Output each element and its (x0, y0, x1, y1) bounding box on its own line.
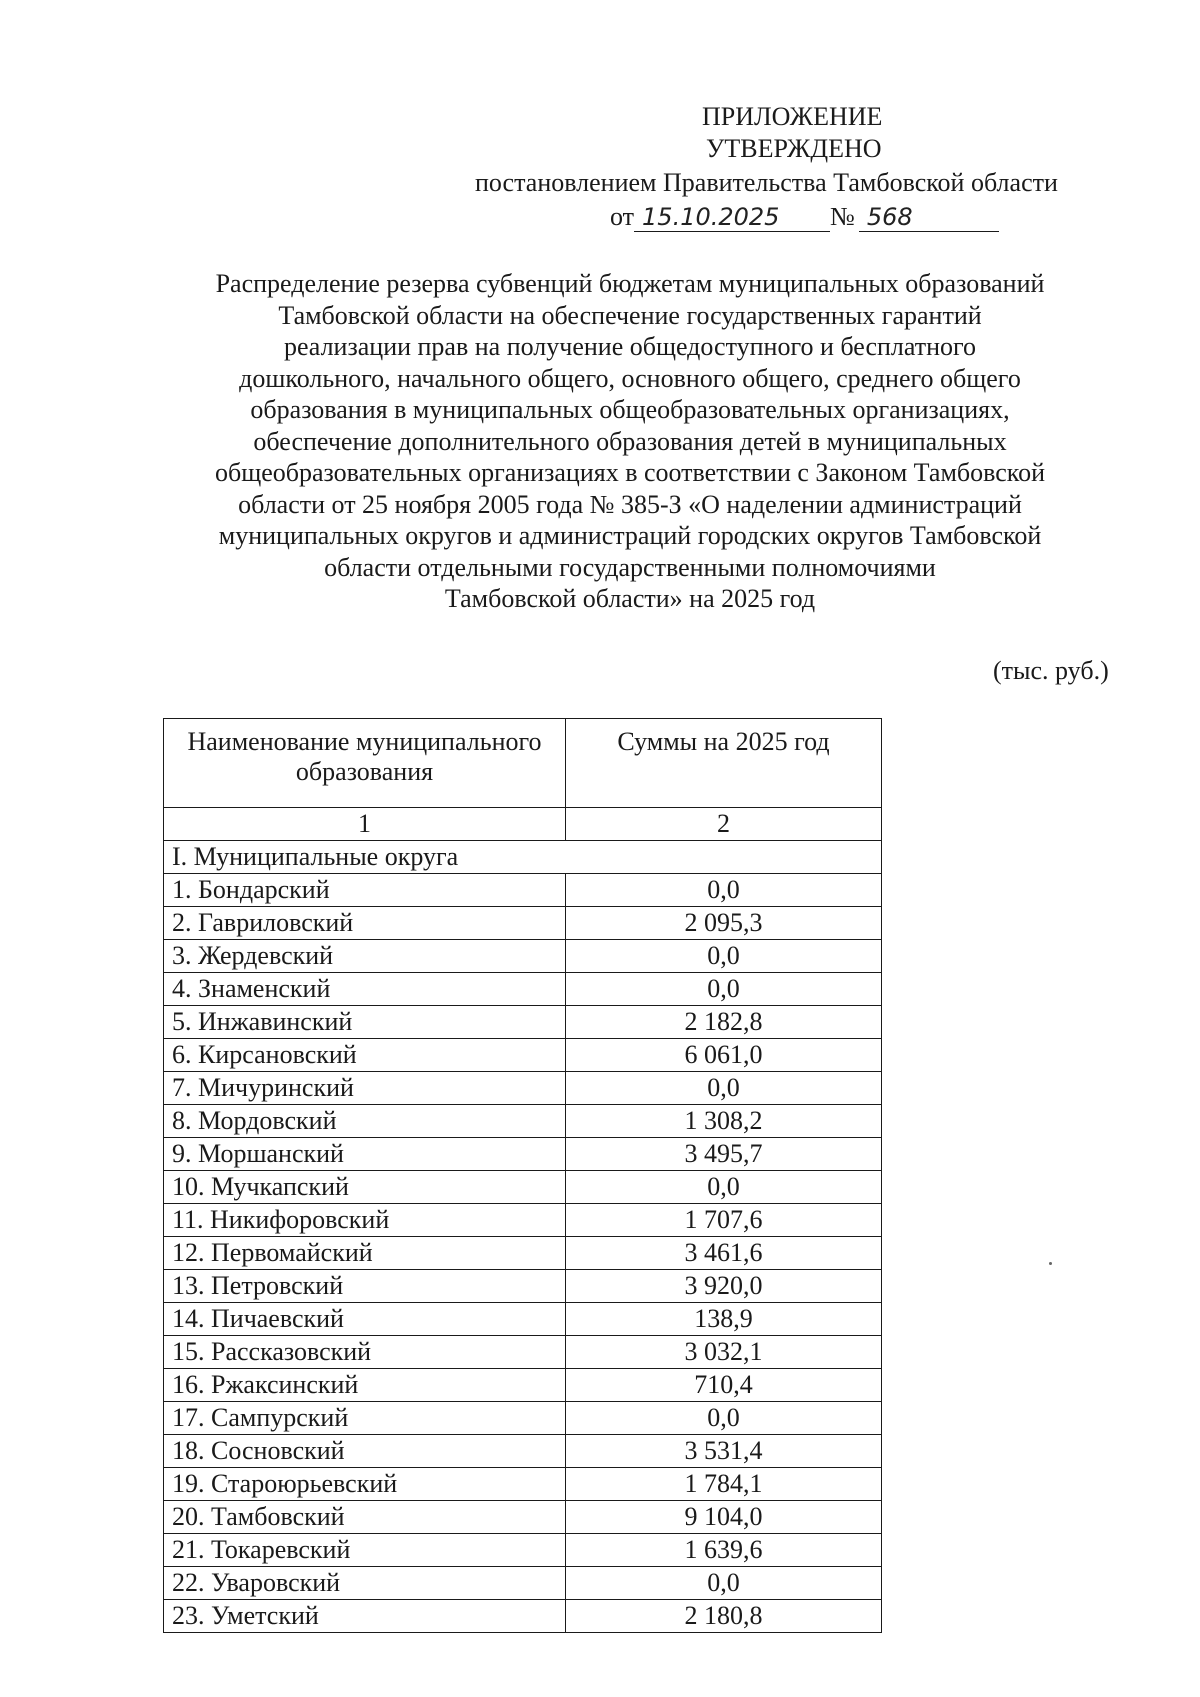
municipality-name: 3. Жердевский (164, 940, 566, 973)
table-row (164, 1534, 882, 1567)
municipality-sum: 138,9 (566, 1303, 882, 1336)
table-row (164, 1468, 882, 1501)
municipality-sum: 0,0 (566, 973, 882, 1006)
municipality-sum: 0,0 (566, 1072, 882, 1105)
municipality-name: 14. Пичаевский (164, 1303, 566, 1336)
title-line: дошкольного, начального общего, основного общего, среднего общего (239, 363, 1021, 393)
units-label: (тыс. руб.) (993, 656, 1109, 685)
municipality-name: 2. Гавриловский (164, 907, 566, 940)
municipality-name: 19. Староюрьевский (164, 1468, 566, 1501)
handwritten-number: 568 (859, 203, 999, 232)
municipality-name: 15. Рассказовский (164, 1336, 566, 1369)
table-row (164, 940, 882, 973)
table-row (164, 1171, 882, 1204)
municipality-name: 1. Бондарский (164, 874, 566, 907)
table-row (164, 1072, 882, 1105)
municipality-name: 9. Моршанский (164, 1138, 566, 1171)
title-line: области отдельными государственными полномочиями (324, 552, 936, 582)
approved-label: УТВЕРЖДЕНО (706, 134, 882, 163)
column-header-name: Наименование муниципального образования (164, 719, 566, 808)
municipality-name: 11. Никифоровский (164, 1204, 566, 1237)
municipality-name: 22. Уваровский (164, 1567, 566, 1600)
appendix-label: ПРИЛОЖЕНИЕ (702, 102, 883, 131)
table-row (164, 1270, 882, 1303)
municipality-sum: 710,4 (566, 1369, 882, 1402)
column-number-2: 2 (566, 808, 882, 841)
municipality-name: 6. Кирсановский (164, 1039, 566, 1072)
subvention-distribution-table (163, 718, 882, 1633)
municipality-sum: 3 920,0 (566, 1270, 882, 1303)
section-row (164, 841, 882, 874)
title-line: Тамбовской области на обеспечение государственных гарантий (278, 300, 982, 330)
municipality-sum: 0,0 (566, 874, 882, 907)
number-prefix: № (830, 202, 855, 231)
municipality-sum: 2 180,8 (566, 1600, 882, 1633)
municipality-sum: 0,0 (566, 940, 882, 973)
table-row (164, 907, 882, 940)
municipality-sum: 1 308,2 (566, 1105, 882, 1138)
table-row (164, 973, 882, 1006)
table-row (164, 1567, 882, 1600)
title-line: Тамбовской области» на 2025 год (444, 584, 816, 613)
municipality-name: 21. Токаревский (164, 1534, 566, 1567)
table-row (164, 1435, 882, 1468)
table-row (164, 1402, 882, 1435)
table-header-row (164, 719, 882, 808)
municipality-sum: 2 182,8 (566, 1006, 882, 1039)
title-line: области от 25 ноября 2005 года № 385-З «О наделении администраций (238, 489, 1022, 519)
municipality-sum: 9 104,0 (566, 1501, 882, 1534)
municipality-name: 18. Сосновский (164, 1435, 566, 1468)
title-line: образования в муниципальных общеобразовательных организациях, (250, 395, 1010, 424)
municipality-sum: 3 495,7 (566, 1138, 882, 1171)
municipality-name: 16. Ржаксинский (164, 1369, 566, 1402)
municipality-sum: 3 531,4 (566, 1435, 882, 1468)
municipality-sum: 0,0 (566, 1402, 882, 1435)
table-row (164, 1204, 882, 1237)
municipality-name: 20. Тамбовский (164, 1501, 566, 1534)
municipality-sum: 3 461,6 (566, 1237, 882, 1270)
municipality-sum: 2 095,3 (566, 907, 882, 940)
table-row (164, 1006, 882, 1039)
section-title: I. Муниципальные округа (164, 841, 882, 874)
decree-reference: постановлением Правительства Тамбовской области (475, 168, 1058, 197)
municipality-sum: 1 784,1 (566, 1468, 882, 1501)
table-row (164, 1105, 882, 1138)
column-number-row (164, 808, 882, 841)
handwritten-date: 15.10.2025 (634, 203, 830, 232)
table-row (164, 1336, 882, 1369)
table-row (164, 874, 882, 907)
municipality-name: 5. Инжавинский (164, 1006, 566, 1039)
table-row (164, 1138, 882, 1171)
scan-speck (1049, 1262, 1052, 1265)
municipality-sum: 0,0 (566, 1171, 882, 1204)
title-line: Распределение резерва субвенций бюджетам муниципальных образований (215, 269, 1045, 298)
table-row (164, 1303, 882, 1336)
municipality-sum: 3 032,1 (566, 1336, 882, 1369)
table-row (164, 1039, 882, 1072)
title-line: муниципальных округов и администраций городских округов Тамбовской (218, 521, 1042, 550)
municipality-sum: 6 061,0 (566, 1039, 882, 1072)
column-header-sum: Суммы на 2025 год (566, 719, 882, 808)
municipality-name: 23. Уметский (164, 1600, 566, 1633)
table-row (164, 1237, 882, 1270)
municipality-name: 17. Сампурский (164, 1402, 566, 1435)
decree-date-number-line (610, 202, 999, 232)
municipality-name: 4. Знаменский (164, 973, 566, 1006)
title-line: обеспечение дополнительного образования детей в муниципальных (253, 426, 1007, 456)
municipality-sum: 1 707,6 (566, 1204, 882, 1237)
municipality-sum: 1 639,6 (566, 1534, 882, 1567)
table-row (164, 1369, 882, 1402)
table-row (164, 1600, 882, 1633)
title-line: реализации прав на получение общедоступного и бесплатного (283, 332, 977, 361)
municipality-name: 12. Первомайский (164, 1237, 566, 1270)
municipality-sum: 0,0 (566, 1567, 882, 1600)
municipality-name: 10. Мучкапский (164, 1171, 566, 1204)
title-line: общеобразовательных организациях в соответствии с Законом Тамбовской (214, 458, 1046, 487)
municipality-name: 7. Мичуринский (164, 1072, 566, 1105)
municipality-name: 8. Мордовский (164, 1105, 566, 1138)
table-row (164, 1501, 882, 1534)
document-title (150, 268, 1110, 615)
municipality-name: 13. Петровский (164, 1270, 566, 1303)
date-prefix: от (610, 202, 635, 231)
column-number-1: 1 (164, 808, 566, 841)
